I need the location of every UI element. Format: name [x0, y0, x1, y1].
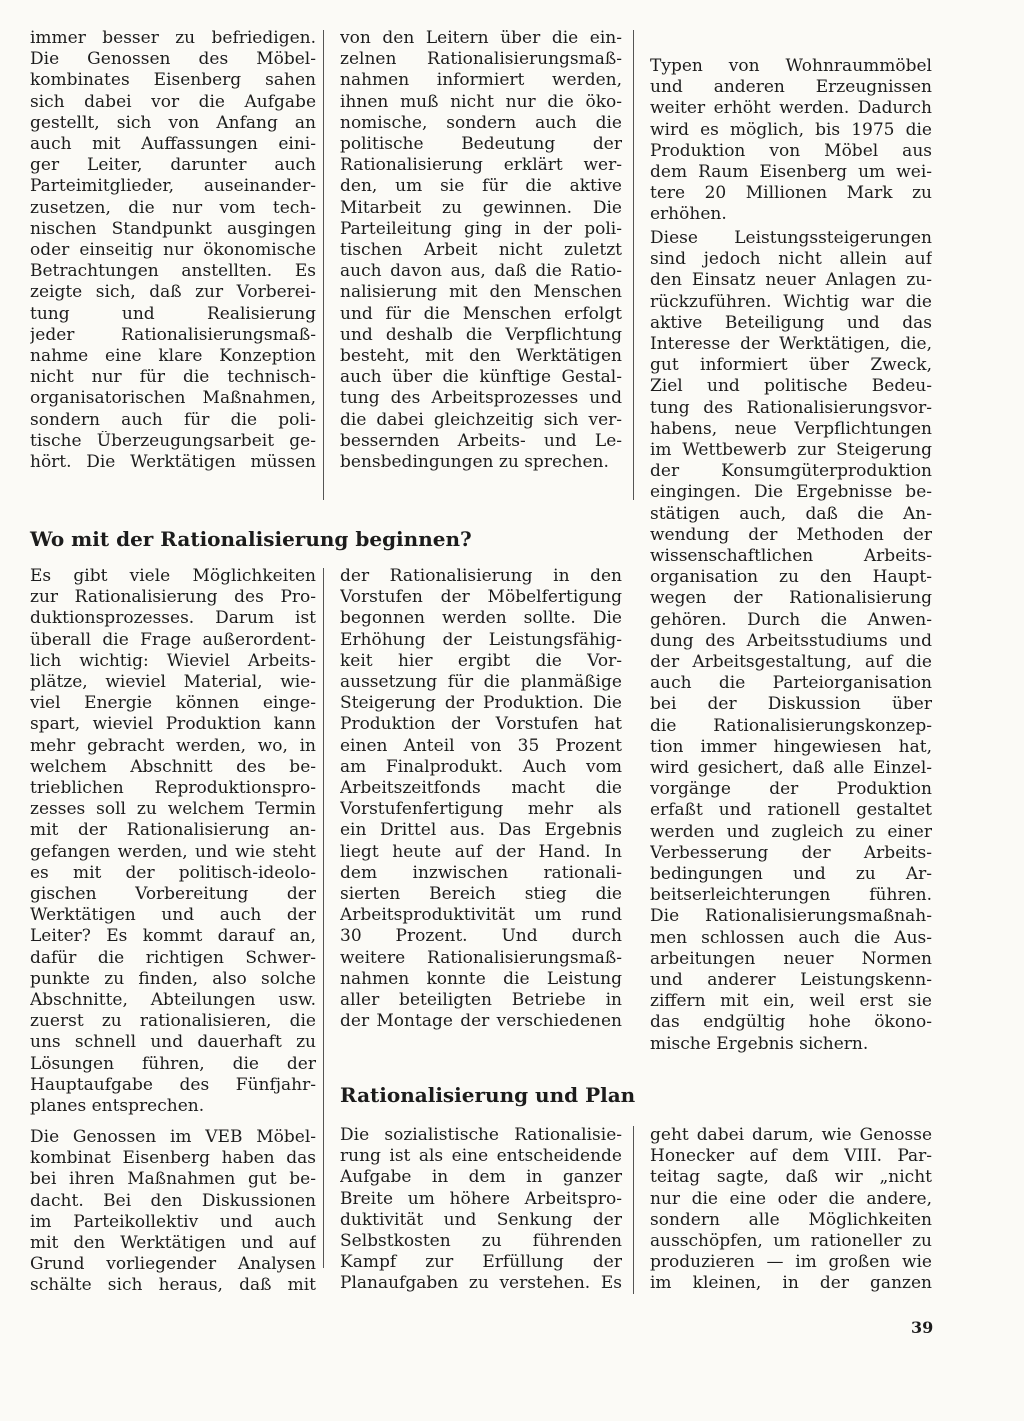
text-line: und für die Menschen erfolgt — [340, 303, 622, 324]
text-line: das endgültig hohe ökono- — [650, 1012, 932, 1033]
text-line: hört. Die Werktätigen müssen — [30, 452, 316, 472]
text-line: Diese Leistungssteigerungen — [650, 228, 932, 248]
text-line: weitere Rationalisierungsmaß- — [340, 947, 622, 968]
text-line: politische Bedeutung der — [340, 134, 622, 154]
text-line: sondern auch für die poli- — [30, 409, 316, 430]
text-line: keit hier ergibt die Vor- — [340, 650, 622, 671]
text-line: eingingen. Die Ergebnisse be- — [650, 482, 932, 503]
text-line: plätze, wieviel Material, wie- — [30, 672, 316, 692]
text-line: tische Überzeugungsarbeit ge- — [30, 430, 316, 451]
text-line: spart, wieviel Produktion kann — [30, 714, 316, 735]
text-line: nahmen informiert werden, — [340, 70, 622, 91]
text-line: Die Genossen des Möbel- — [30, 49, 316, 70]
text-line: Interesse der Werktätigen, die, — [650, 334, 932, 354]
text-line: Betrachtungen anstellten. Es — [30, 261, 316, 282]
column-rule — [323, 30, 324, 500]
text-line: punkte zu finden, also solche — [30, 968, 316, 989]
text-line: Lösungen führen, die der — [30, 1053, 316, 1074]
text-line: liegt heute auf der Hand. In — [340, 841, 622, 862]
text-line: ziffern mit ein, weil erst sie — [650, 991, 932, 1012]
text-line: Aufgabe in dem in ganzer — [340, 1167, 622, 1188]
text-line: wird gesichert, daß alle Einzel- — [650, 758, 932, 778]
text-line: habens, neue Verpflichtungen — [650, 418, 932, 439]
text-line: der Arbeitsgestaltung, auf die — [650, 652, 932, 672]
text-line: aussetzung für die planmäßige — [340, 672, 622, 692]
text-line: gestellt, sich von Anfang an — [30, 112, 316, 133]
text-line: und anderer Leistungskenn- — [650, 970, 932, 990]
text-line: Es gibt viele Möglichkeiten — [30, 566, 316, 586]
text-line: und deshalb die Verpflichtung — [340, 324, 622, 345]
text-line: Vorstufen der Möbelfertigung — [340, 587, 622, 608]
text-line: Produktion der Vorstufen hat — [340, 714, 622, 735]
text-line: zesses soll zu welchem Termin — [30, 799, 316, 820]
text-line: sind jedoch nicht allein auf — [650, 249, 932, 270]
text-line: sondern alle Möglichkeiten — [650, 1209, 932, 1230]
text-line: jeder Rationalisierungsmaß- — [30, 324, 316, 345]
text-line: uns schnell und dauerhaft zu — [30, 1032, 316, 1053]
text-line: Typen von Wohnraummöbel — [650, 56, 932, 76]
text-line: trieblichen Reproduktionspro- — [30, 778, 316, 798]
text-line: duktivität und Senkung der — [340, 1209, 622, 1230]
text-line: im kleinen, in der ganzen — [650, 1273, 932, 1294]
text-line: es mit der politisch-ideolo- — [30, 862, 316, 883]
text-line: Die Genossen im VEB Möbel- — [30, 1127, 316, 1147]
text-line: arbeitungen neuer Normen — [650, 948, 932, 969]
text-line: Werktätigen und auch der — [30, 905, 316, 926]
text-line: nalisierung mit den Menschen — [340, 282, 622, 303]
text-line: dem Raum Eisenberg um wei- — [650, 162, 932, 182]
text-line: tung des Rationalisierungsvor- — [650, 397, 932, 418]
text-line: bei ihren Maßnahmen gut be- — [30, 1169, 316, 1190]
text-line: im Parteikollektiv und auch — [30, 1211, 316, 1232]
text-line: tion immer hingewiesen hat, — [650, 736, 932, 757]
text-line: bessernden Arbeits- und Le- — [340, 430, 622, 451]
text-line: Parteimitglieder, auseinander- — [30, 176, 316, 197]
text-line: gut informiert über Zweck, — [650, 355, 932, 376]
text-line: schälte sich heraus, daß mit — [30, 1275, 316, 1296]
text-line: organisation zu den Haupt- — [650, 567, 932, 588]
text-line: gehören. Durch die Anwen- — [650, 609, 932, 630]
text-line: Breite um höhere Arbeitspro- — [340, 1188, 622, 1209]
text-line: mit der Rationalisierung an- — [30, 820, 316, 841]
text-line: Planaufgaben zu verstehen. Es — [340, 1273, 622, 1294]
text-line: teitag sagte, daß wir „nicht — [650, 1167, 932, 1188]
text-line: viel Energie können einge- — [30, 693, 316, 714]
text-line: einen Anteil von 35 Prozent — [340, 735, 622, 756]
text-line: erhöhen. — [650, 204, 727, 225]
text-line: Kampf zur Erfüllung der — [340, 1252, 622, 1273]
text-line: kombinat Eisenberg haben das — [30, 1148, 316, 1169]
text-line: von den Leitern über die ein- — [340, 28, 622, 48]
text-line: tung und Realisierung — [30, 303, 316, 324]
text-line: bensbedingungen zu sprechen. — [340, 452, 609, 472]
text-line: nahmen konnte die Leistung — [340, 968, 622, 989]
text-line: stätigen auch, daß die An- — [650, 503, 932, 524]
text-line: sierten Bereich stieg die — [340, 884, 622, 904]
text-line: 30 Prozent. Und durch — [340, 926, 622, 947]
text-line: Verbesserung der Arbeits- — [650, 842, 932, 863]
text-line: dacht. Bei den Diskussionen — [30, 1190, 316, 1211]
text-line: Leiter? Es kommt darauf an, — [30, 926, 316, 947]
text-line: dung des Arbeitsstudiums und — [650, 630, 932, 651]
column-rule — [323, 568, 324, 1268]
text-line: ausschöpfen, um rationeller zu — [650, 1231, 932, 1251]
text-line: Rationalisierung erklärt wer- — [340, 155, 622, 176]
text-line: produzieren — im großen wie — [650, 1252, 932, 1273]
text-line: bedingungen und zu Ar- — [650, 864, 932, 884]
text-line: weiter erhöht werden. Dadurch — [650, 98, 932, 119]
text-line: rung ist als eine entscheidende — [340, 1146, 622, 1167]
text-line: Vorstufenfertigung mehr als — [340, 799, 622, 820]
text-line: der Montage der verschiedenen — [340, 1011, 622, 1032]
column-rule — [633, 1126, 634, 1294]
text-line: Arbeitszeitfonds macht die — [340, 778, 622, 798]
text-line: dafür die richtigen Schwer- — [30, 947, 316, 968]
page-number: 39 — [911, 1318, 934, 1337]
text-line: besteht, mit den Werktätigen — [340, 346, 622, 366]
text-line: bei der Diskussion über — [650, 694, 932, 715]
text-line: wird es möglich, bis 1975 die — [650, 119, 932, 140]
text-line: tere 20 Millionen Mark zu — [650, 183, 932, 204]
text-line: nomische, sondern auch die — [340, 112, 622, 133]
text-line: wegen der Rationalisierung — [650, 588, 932, 609]
text-line: auch davon aus, daß die Ratio- — [340, 261, 622, 282]
text-line: erfaßt und rationell gestaltet — [650, 800, 932, 821]
section-heading: Wo mit der Rationalisierung beginnen? — [30, 527, 472, 551]
text-line: Arbeitsproduktivität um rund — [340, 905, 622, 926]
text-line: Selbstkosten zu führenden — [340, 1231, 622, 1251]
text-line: welchem Abschnitt des be- — [30, 756, 316, 777]
text-line: auch über die künftige Gestal- — [340, 367, 622, 388]
text-line: werden und zugleich zu einer — [650, 821, 932, 842]
text-line: tischen Arbeit nicht zuletzt — [340, 240, 622, 260]
text-line: auch mit Auffassungen eini- — [30, 134, 316, 154]
text-line: duktionsprozesses. Darum ist — [30, 608, 316, 629]
text-line: aller beteiligten Betriebe in — [340, 990, 622, 1010]
text-line: Produktion von Möbel aus — [650, 140, 932, 161]
text-line: men schlossen auch die Aus- — [650, 927, 932, 948]
text-line: der Konsumgüterproduktion — [650, 461, 932, 482]
text-line: Abschnitte, Abteilungen usw. — [30, 990, 316, 1010]
text-line: sich dabei vor die Aufgabe — [30, 91, 316, 112]
text-line: Honecker auf dem VIII. Par- — [650, 1146, 932, 1167]
text-line: mehr gebracht werden, wo, in — [30, 735, 316, 756]
text-line: gischen Vorbereitung der — [30, 884, 316, 904]
text-line: gefangen werden, und wie steht — [30, 841, 316, 862]
text-line: wendung der Methoden der — [650, 524, 932, 545]
text-line: die dabei gleichzeitig sich ver- — [340, 409, 622, 430]
text-line: Ziel und politische Bedeu- — [650, 376, 932, 397]
text-line: tung des Arbeitsprozesses und — [340, 388, 622, 409]
text-line: ger Leiter, darunter auch — [30, 155, 316, 176]
text-line: Parteileitung ging in der poli- — [340, 218, 622, 239]
text-line: auch die Parteiorganisation — [650, 673, 932, 694]
text-line: zuerst zu rationalisieren, die — [30, 1011, 316, 1032]
text-line: Steigerung der Produktion. Die — [340, 693, 622, 714]
text-line: überall die Frage außerordent- — [30, 629, 316, 650]
text-line: begonnen werden sollte. Die — [340, 608, 622, 629]
text-line: dem inzwischen rationali- — [340, 862, 622, 883]
text-line: der Rationalisierung in den — [340, 566, 622, 586]
text-line: mit den Werktätigen und auf — [30, 1233, 316, 1253]
text-line: nicht nur für die technisch- — [30, 367, 316, 388]
text-line: wissenschaftlichen Arbeits- — [650, 546, 932, 566]
text-line: lich wichtig: Wieviel Arbeits- — [30, 650, 316, 671]
text-line: Hauptaufgabe des Fünfjahr- — [30, 1074, 316, 1095]
text-line: oder einseitig nur ökonomische — [30, 240, 316, 260]
text-line: aktive Beteiligung und das — [650, 312, 932, 333]
text-line: den Einsatz neuer Anlagen zu- — [650, 270, 932, 291]
text-line: den, um sie für die aktive — [340, 176, 622, 197]
text-line: ein Drittel aus. Das Ergebnis — [340, 820, 622, 841]
text-line: im Wettbewerb zur Steigerung — [650, 440, 932, 460]
text-line: am Finalprodukt. Auch vom — [340, 756, 622, 777]
text-line: zelnen Rationalisierungsmaß- — [340, 49, 622, 70]
text-line: nur die eine oder die andere, — [650, 1188, 932, 1209]
text-line: Die sozialistische Rationalisie- — [340, 1125, 622, 1145]
text-line: mische Ergebnis sichern. — [650, 1033, 869, 1054]
text-line: geht dabei darum, wie Genosse — [650, 1125, 932, 1145]
text-line: nahme eine klare Konzeption — [30, 346, 316, 366]
text-line: organisatorischen Maßnahmen, — [30, 388, 316, 409]
text-line: die Rationalisierungskonzep- — [650, 715, 932, 736]
text-line: zur Rationalisierung des Pro- — [30, 587, 316, 608]
text-line: vorgänge der Produktion — [650, 779, 932, 800]
column-rule — [633, 30, 634, 500]
text-line: immer besser zu befriedigen. — [30, 28, 316, 48]
text-line: beitserleichterungen führen. — [650, 885, 932, 906]
text-line: kombinates Eisenberg sahen — [30, 70, 316, 91]
text-line: zusetzen, die nur vom tech- — [30, 197, 316, 218]
text-line: Grund vorliegender Analysen — [30, 1254, 316, 1275]
text-line: nischen Standpunkt ausgingen — [30, 218, 316, 239]
text-line: Die Rationalisierungsmaßnah- — [650, 906, 932, 927]
text-line: planes entsprechen. — [30, 1096, 205, 1116]
text-line: Mitarbeit zu gewinnen. Die — [340, 197, 622, 218]
text-line: ihnen muß nicht nur die öko- — [340, 91, 622, 112]
text-line: rückzuführen. Wichtig war die — [650, 291, 932, 312]
text-line: zeigte sich, daß zur Vorberei- — [30, 282, 316, 303]
section-heading: Rationalisierung und Plan — [340, 1083, 636, 1107]
text-line: Erhöhung der Leistungsfähig- — [340, 629, 622, 650]
text-line: und anderen Erzeugnissen — [650, 77, 932, 98]
